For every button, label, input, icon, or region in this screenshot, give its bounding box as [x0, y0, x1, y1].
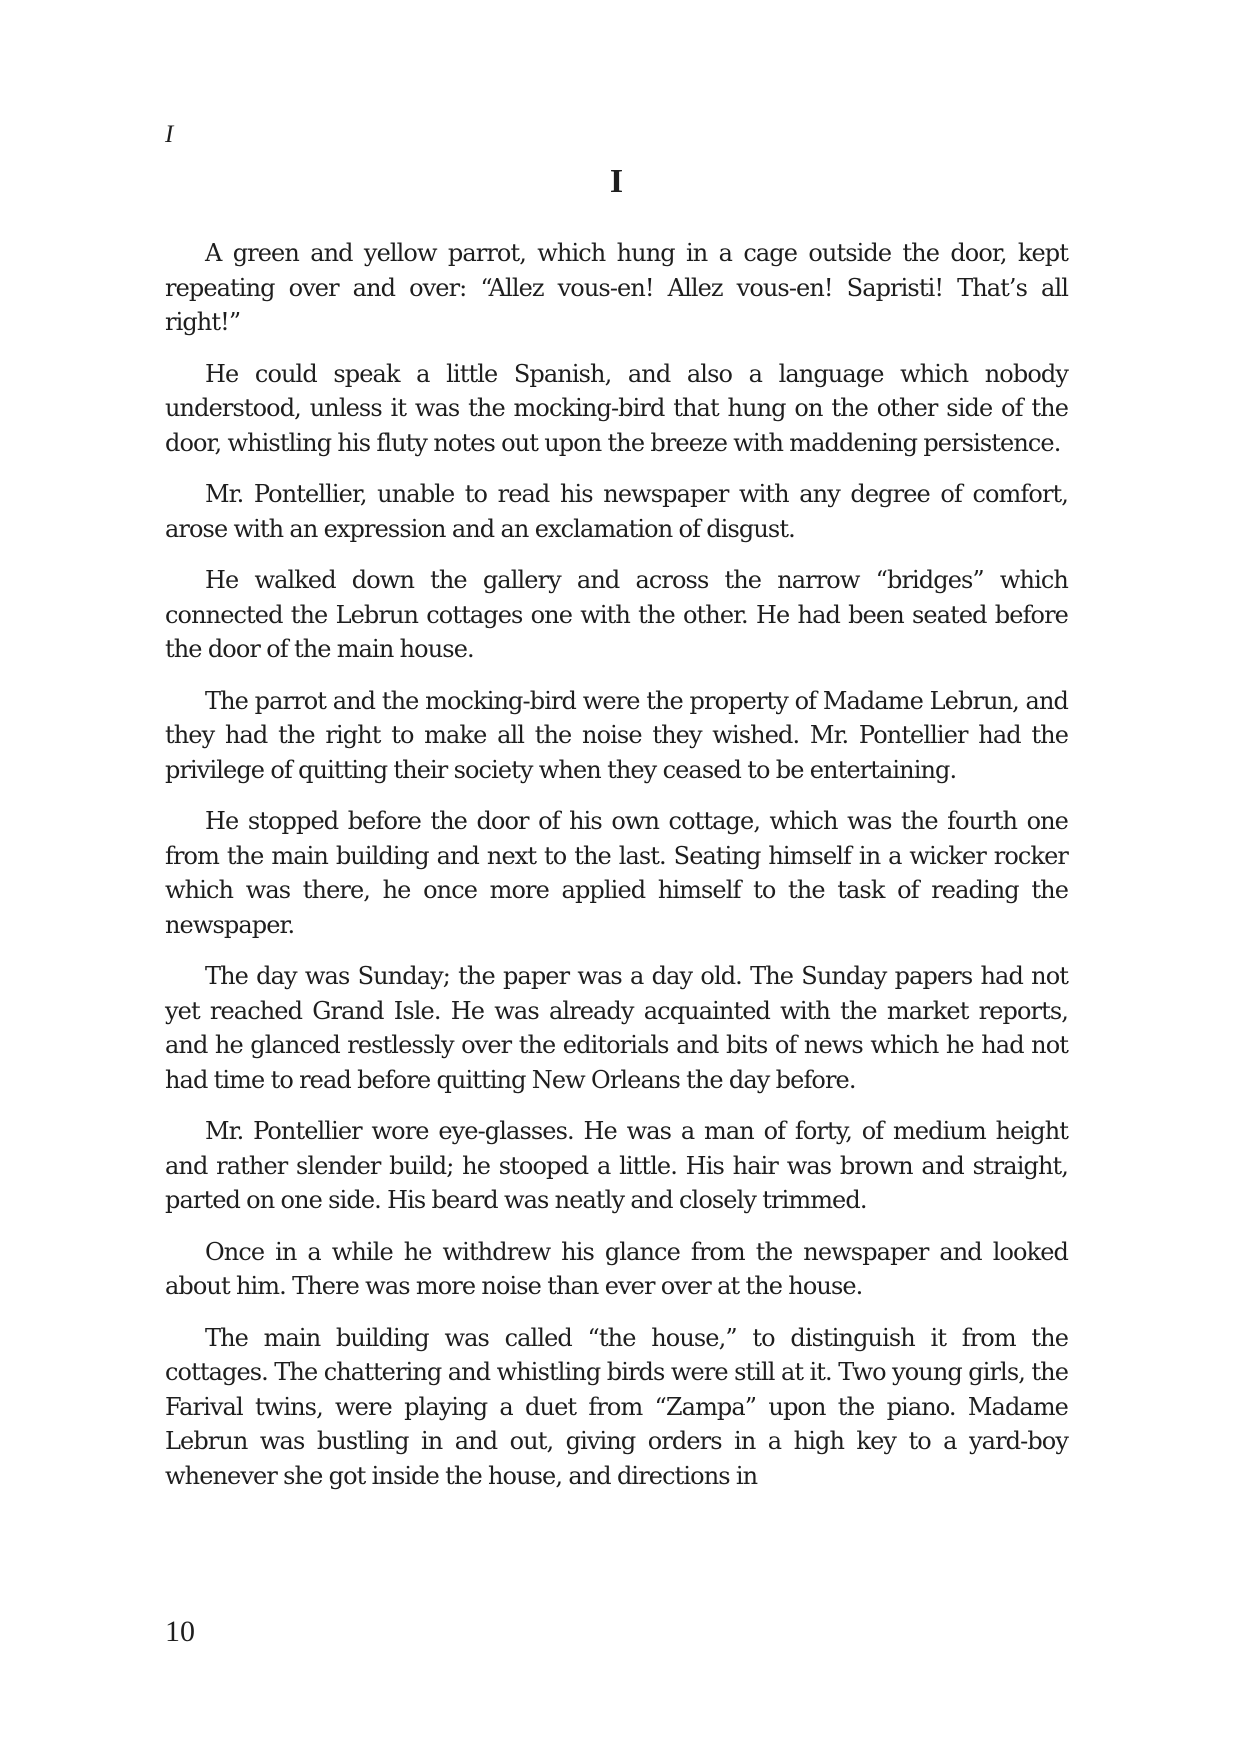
paragraph-8: Mr. Pontellier wore eye-glasses. He was a man of forty, of medium height and rather slender build; he stooped a little. His hair was brown and straight, parted on one side. His beard was neatly and closely trimmed.	[165, 1117, 1068, 1214]
chapter-title: I	[609, 163, 624, 200]
paragraph-10: The main building was called “the house,” to distinguish it from the cottages. The chattering and whistling birds were still at it. Two young girls, the Farival twins, were playing a duet from “Zampa” upon the piano. Madame Lebrun was bustling in and out, giving orders in a high key to a yard-boy whenever she got inside the house, and directions in	[165, 1323, 1068, 1490]
paragraph-2: He could speak a little Spanish, and also a language which nobody understood, unless it was the mocking-bird that hung on the other side of the door, whistling his fluty notes out upon the breeze with maddening persistence.	[165, 359, 1068, 457]
running-head: I	[165, 121, 174, 148]
paragraph-4: He walked down the gallery and across the narrow “bridges” which connected the Lebrun cottages one with the other. He had been seated before the door of the main house.	[165, 566, 1068, 663]
paragraph-6: He stopped before the door of his own cottage, which was the fourth one from the main building and next to the last. Seating himself in a wicker rocker which was there, he once more applied himself to the task of reading the newspaper.	[165, 807, 1068, 939]
body-text	[165, 236, 1068, 1510]
paragraph-7: The day was Sunday; the paper was a day old. The Sunday papers had not yet reached Grand Isle. He was already acquainted with the market reports, and he glanced restlessly over the editorials and bits of news which he had not had time to read before quitting New Orleans the day before.	[165, 962, 1068, 1094]
paragraph-3: Mr. Pontellier, unable to read his newspaper with any degree of comfort, arose with an expression and an exclamation of disgust.	[165, 480, 1068, 543]
paragraph-9: Once in a while he withdrew his glance from the newspaper and looked about him. There was more noise than ever over at the house.	[165, 1237, 1068, 1300]
paragraph-1: A green and yellow parrot, which hung in a cage outside the door, kept repeating over and over: “Allez vous-en! Allez vous-en! Sapristi! That’s all right!”	[165, 239, 1068, 336]
page-number: 10	[165, 1615, 195, 1648]
paragraph-5: The parrot and the mocking-bird were the property of Madame Lebrun, and they had the right to make all the noise they wished. Mr. Pontellier had the privilege of quitting their society when they ceased to be entertaining.	[165, 686, 1068, 784]
